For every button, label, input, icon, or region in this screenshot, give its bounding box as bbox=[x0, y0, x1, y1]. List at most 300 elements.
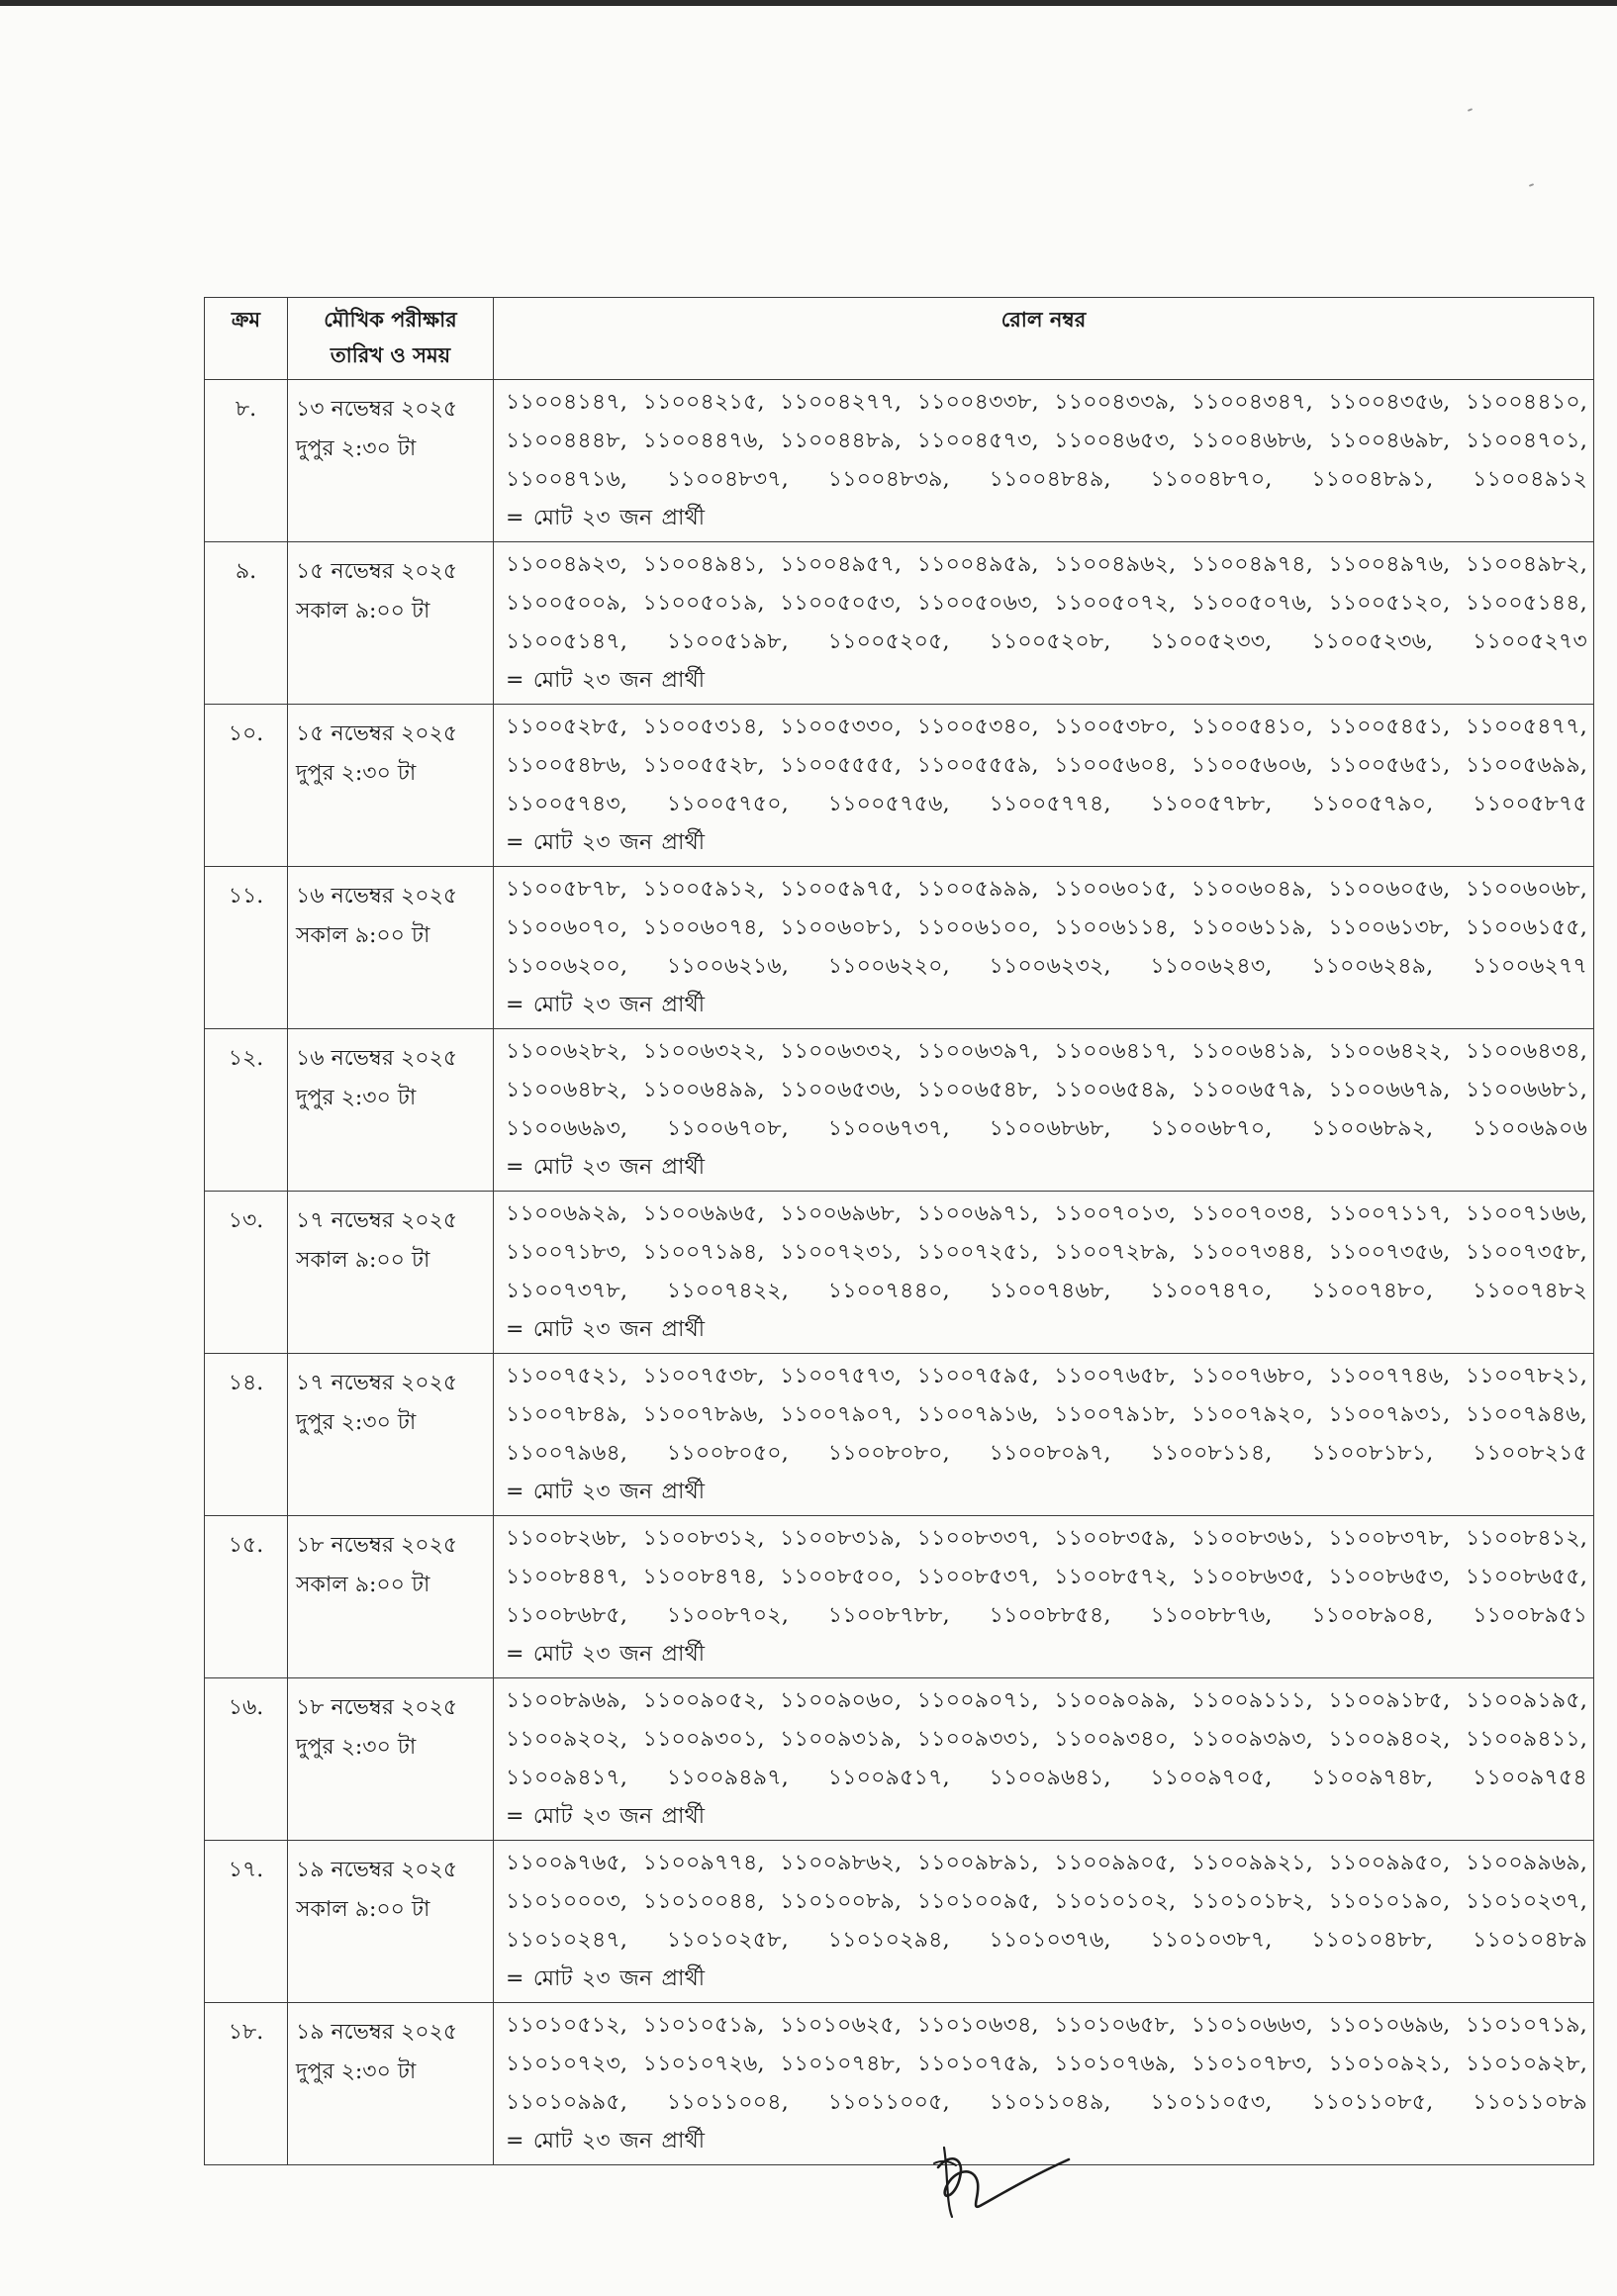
roll-number-list: ১১০০৬৯২৯, ১১০০৬৯৬৫, ১১০০৬৯৬৮, ১১০০৬৯৭১, ১১০০৭০১৩, ১১০০৭০৩৪, ১১০০৭১১৭, ১১০০৭১৬৬, ১১০০৭১৮৩, ১১০০৭১৯৪, ১১০০৭২৩১, ১১০০৭২৫১, ১১০০৭২৮৯, ১১০০৭৩৪৪, ১১০০৭৩৫৬, ১১০০৭৩৫৮, ১১০০৭৩৭৮, ১১০০৭৪২২, ১১০০৭৪৪০, ১১০০৭৪৬৮, ১১০০৭৪৭০, ১১০০৭৪৮০, ১১০০৭৪৮২ = মোট ২৩ জন প্রার্থী bbox=[506, 1201, 1588, 1342]
roll-number: ১১০০৭৩৪৪ bbox=[1190, 1240, 1306, 1265]
row-time: দুপুর ২:৩০ টা bbox=[296, 1410, 417, 1435]
roll-number: ১১০১০৪৮৯ bbox=[1473, 1928, 1587, 1953]
row-time: দুপুর ২:৩০ টা bbox=[296, 2059, 417, 2084]
roll-number: ১১০০৮৯০৪ bbox=[1311, 1603, 1427, 1628]
roll-number: ১১০০৮৫৩৭ bbox=[916, 1565, 1032, 1589]
roll-number: ১১০০৪৮৪৯ bbox=[989, 467, 1104, 492]
roll-number: ১১০০৭২৫১ bbox=[916, 1240, 1032, 1265]
roll-number: ১১০১১০০৫ bbox=[827, 2090, 943, 2115]
roll-number: ১১০০৭৪৮০ bbox=[1311, 1279, 1427, 1303]
row-datetime bbox=[288, 542, 494, 705]
roll-number: ১১০০৭৮৯৬ bbox=[642, 1402, 758, 1427]
roll-number: ১১০০৫৯৭৫ bbox=[780, 877, 895, 902]
table-row bbox=[205, 1841, 1594, 2003]
roll-number: ১১০১০৯৯৫ bbox=[506, 2090, 620, 2115]
roll-number: ১১০০৬৫৭৯ bbox=[1190, 1078, 1306, 1102]
roll-number: ১১০০৯৭৫৪ bbox=[1473, 1766, 1587, 1790]
roll-number: ১১০০৯৩৯৩ bbox=[1190, 1727, 1306, 1752]
roll-number: ১১০০৪২১৫ bbox=[642, 390, 758, 415]
roll-number: ১১০০৭৫২১ bbox=[506, 1364, 620, 1388]
roll-number: ১১০০৫৫২৮ bbox=[642, 753, 758, 778]
roll-number: ১১০১০৫১২ bbox=[506, 2013, 620, 2038]
roll-number: ১১০০৪৪১০ bbox=[1465, 390, 1580, 415]
row-datetime bbox=[288, 1029, 494, 1192]
roll-number: ১১০০৯৯২১ bbox=[1190, 1851, 1306, 1875]
roll-number: ১১০০৫৭৭৪ bbox=[989, 792, 1104, 816]
roll-number-list: ১১০০৪৯২৩, ১১০০৪৯৪১, ১১০০৪৯৫৭, ১১০০৪৯৫৯, ১১০০৪৯৬২, ১১০০৪৯৭৪, ১১০০৪৯৭৬, ১১০০৪৯৮২, ১১০০৫০০৯, ১১০০৫০১৯, ১১০০৫০৫৩, ১১০০৫০৬৩, ১১০০৫০৭২, ১১০০৫০৭৬, ১১০০৫১২০, ১১০০৫১৪৪, ১১০০৫১৪৭, ১১০০৫১৯৮, ১১০০৫২০৫, ১১০০৫২০৮, ১১০০৫২৩৩, ১১০০৫২৩৬, ১১০০৫২৭৩ = মোট ২৩ জন প্রার্থী bbox=[506, 552, 1588, 693]
row-time: সকাল ৯:০০ টা bbox=[296, 1897, 430, 1922]
roll-number: ১১০১১০৮৫ bbox=[1311, 2090, 1427, 2115]
roll-number: ১১০০৯১৮৫ bbox=[1328, 1688, 1444, 1713]
roll-number: ১১০০৯০৭১ bbox=[916, 1688, 1032, 1713]
roll-number: ১১০০৬৮৬৮ bbox=[989, 1116, 1104, 1141]
roll-number: ১১০০৬৫৩৬ bbox=[780, 1078, 896, 1102]
row-time: দুপুর ২:৩০ টা bbox=[296, 436, 417, 461]
row-total: = মোট ২৩ জন প্রার্থী bbox=[506, 1966, 706, 1991]
roll-number: ১১০০৮৫০০ bbox=[780, 1565, 896, 1589]
roll-number: ১১০০৬৬৭৯ bbox=[1328, 1078, 1444, 1102]
roll-number: ১১০০৫৬৫১ bbox=[1328, 753, 1444, 778]
roll-number: ১১০০৪৬৯৮ bbox=[1328, 429, 1444, 453]
roll-number: ১১০১০৭১৯ bbox=[1465, 2013, 1580, 2038]
roll-number: ১১০১০৭৪৮ bbox=[780, 2052, 896, 2076]
roll-number: ১১০০৯৯৫০ bbox=[1328, 1851, 1444, 1875]
roll-number: ১১০০৮৬৮৫ bbox=[506, 1603, 620, 1628]
table-row bbox=[205, 1192, 1594, 1354]
row-datetime bbox=[288, 2003, 494, 2165]
row-date: ১৩ নভেম্বর ২০২৫ bbox=[296, 397, 458, 422]
header-datetime-line1: মৌখিক পরীক্ষার bbox=[324, 307, 457, 332]
row-date: ১৮ নভেম্বর ২০২৫ bbox=[296, 1533, 458, 1558]
roll-number: ১১০০৮১১৪ bbox=[1150, 1441, 1266, 1466]
row-roll-numbers bbox=[494, 705, 1594, 867]
roll-number: ১১০০৫৪৭৭ bbox=[1465, 715, 1580, 739]
row-total: = মোট ২৩ জন প্রার্থী bbox=[506, 1804, 706, 1829]
roll-number: ১১০০৮১৮১ bbox=[1311, 1441, 1427, 1466]
roll-number: ১১০১০৬৬৩ bbox=[1190, 2013, 1306, 2038]
roll-number: ১১০০৪৮৩৯ bbox=[827, 467, 943, 492]
roll-number: ১১০০৭৪৪০ bbox=[827, 1279, 943, 1303]
roll-number: ১১০০৮৬৩৫ bbox=[1190, 1565, 1306, 1589]
roll-number: ১১০০৯০৬০ bbox=[780, 1688, 896, 1713]
row-roll-numbers bbox=[494, 1029, 1594, 1192]
roll-number: ১১০০৯৬৪১ bbox=[989, 1766, 1104, 1790]
roll-number: ১১০১০৭৮৩ bbox=[1190, 2052, 1306, 2076]
roll-number: ১১০১০১৮২ bbox=[1190, 1889, 1306, 1914]
roll-number: ১১০১০৭২৬ bbox=[642, 2052, 758, 2076]
roll-number: ১১০০৫৫৫৯ bbox=[916, 753, 1032, 778]
roll-number: ১১০০৭৪৬৮ bbox=[989, 1279, 1104, 1303]
roll-number: ১১০০৫৩৮০ bbox=[1054, 715, 1170, 739]
roll-number: ১১০০৪৮৩৭ bbox=[666, 467, 782, 492]
roll-number: ১১০০৯৪১৭ bbox=[506, 1766, 620, 1790]
roll-number: ১১০০৭২৩১ bbox=[780, 1240, 896, 1265]
roll-number: ১১০০৮৮৭৬ bbox=[1150, 1603, 1266, 1628]
roll-number: ১১০১০৩৭৬ bbox=[989, 1928, 1104, 1953]
row-serial: ১০. bbox=[205, 705, 288, 867]
roll-number: ১১০০৯৪৯৭ bbox=[666, 1766, 782, 1790]
roll-number: ১১০০৫২০৫ bbox=[827, 629, 943, 654]
roll-number-list: ১১০০৫২৮৫, ১১০০৫৩১৪, ১১০০৫৩৩০, ১১০০৫৩৪০, ১১০০৫৩৮০, ১১০০৫৪১০, ১১০০৫৪৫১, ১১০০৫৪৭৭, ১১০০৫৪৮৬, ১১০০৫৫২৮, ১১০০৫৫৫৫, ১১০০৫৫৫৯, ১১০০৫৬০৪, ১১০০৫৬০৬, ১১০০৫৬৫১, ১১০০৫৬৯৯, ১১০০৫৭৪৩, ১১০০৫৭৫০, ১১০০৫৭৫৬, ১১০০৫৭৭৪, ১১০০৫৭৮৮, ১১০০৫৭৯০, ১১০০৫৮৭৫ = মোট ২৩ জন প্রার্থী bbox=[506, 715, 1588, 855]
roll-number: ১১০০৮৩৭৮ bbox=[1328, 1526, 1444, 1551]
roll-number: ১১০০৮৩৩৭ bbox=[916, 1526, 1032, 1551]
table-row bbox=[205, 867, 1594, 1029]
roll-number: ১১০০৪৯৮২ bbox=[1465, 552, 1580, 577]
roll-number: ১১০০৬২৭৭ bbox=[1473, 954, 1588, 979]
roll-number: ১১০১০০৯৫ bbox=[916, 1889, 1032, 1914]
roll-number: ১১০০৫৪১০ bbox=[1190, 715, 1306, 739]
roll-number: ১১০০৬০৭৪ bbox=[642, 915, 758, 940]
roll-number: ১১০০৬২৮২ bbox=[506, 1039, 620, 1064]
roll-number: ১১০০৭৩৭৮ bbox=[506, 1279, 620, 1303]
row-time: সকাল ৯:০০ টা bbox=[296, 599, 430, 623]
row-serial: ১৪. bbox=[205, 1354, 288, 1516]
row-datetime bbox=[288, 1516, 494, 1678]
table-row bbox=[205, 1516, 1594, 1678]
roll-number: ১১০০৭৪২২ bbox=[666, 1279, 782, 1303]
roll-number: ১১০১০৬৯৬ bbox=[1328, 2013, 1444, 2038]
roll-number: ১১০০৬০৮১ bbox=[780, 915, 896, 940]
roll-number: ১১০০৯৪০২ bbox=[1328, 1727, 1444, 1752]
row-time: সকাল ৯:০০ টা bbox=[296, 923, 430, 948]
row-total: = মোট ২৩ জন প্রার্থী bbox=[506, 1642, 706, 1667]
roll-number: ১১০০৫৭৫০ bbox=[666, 792, 782, 816]
roll-number-list: ১১০০৯৭৬৫, ১১০০৯৭৭৪, ১১০০৯৮৬২, ১১০০৯৮৯১, ১১০০৯৯০৫, ১১০০৯৯২১, ১১০০৯৯৫০, ১১০০৯৯৬৯, ১১০১০০০৩, ১১০১০০৪৪, ১১০১০০৮৯, ১১০১০০৯৫, ১১০১০১০২, ১১০১০১৮২, ১১০১০১৯০, ১১০১০২৩৭, ১১০১০২৪৭, ১১০১০২৫৮, ১১০১০২৯৪, ১১০১০৩৭৬, ১১০১০৩৮৭, ১১০১০৪৮৮, ১১০১০৪৮৯ = মোট ২৩ জন প্রার্থী bbox=[506, 1851, 1588, 1991]
roll-number: ১১০১০৯২১ bbox=[1328, 2052, 1444, 2076]
roll-number: ১১০০৯৩৩১ bbox=[916, 1727, 1032, 1752]
roll-number: ১১০০৫০৭৬ bbox=[1190, 591, 1306, 616]
table-row bbox=[205, 1029, 1594, 1192]
roll-number: ১১০০৯৯০৫ bbox=[1054, 1851, 1170, 1875]
scan-speck bbox=[1468, 108, 1473, 112]
roll-number: ১১০০৪৯৭৬ bbox=[1328, 552, 1444, 577]
roll-number: ১১০০৭৫৩৮ bbox=[642, 1364, 758, 1388]
table-row bbox=[205, 542, 1594, 705]
roll-number: ১১০০৪৩৩৮ bbox=[916, 390, 1032, 415]
roll-number: ১১০০৬৩২২ bbox=[642, 1039, 758, 1064]
roll-number: ১১০০৬৮৯২ bbox=[1311, 1116, 1427, 1141]
scan-speck bbox=[1529, 183, 1534, 187]
roll-number-list: ১১০০৭৫২১, ১১০০৭৫৩৮, ১১০০৭৫৭৩, ১১০০৭৫৯৫, ১১০০৭৬৫৮, ১১০০৭৬৮০, ১১০০৭৭৪৬, ১১০০৭৮২১, ১১০০৭৮৪৯, ১১০০৭৮৯৬, ১১০০৭৯০৭, ১১০০৭৯১৬, ১১০০৭৯১৮, ১১০০৭৯২০, ১১০০৭৯৩১, ১১০০৭৯৪৬, ১১০০৭৯৬৪, ১১০০৮০৫০, ১১০০৮০৮০, ১১০০৮০৯৭, ১১০০৮১১৪, ১১০০৮১৮১, ১১০০৮২১৫ = মোট ২৩ জন প্রার্থী bbox=[506, 1364, 1588, 1504]
roll-number-list: ১১০০৫৮৭৮, ১১০০৫৯১২, ১১০০৫৯৭৫, ১১০০৫৯৯৯, ১১০০৬০১৫, ১১০০৬০৪৯, ১১০০৬০৫৬, ১১০০৬০৬৮, ১১০০৬০৭০, ১১০০৬০৭৪, ১১০০৬০৮১, ১১০০৬১০০, ১১০০৬১১৪, ১১০০৬১১৯, ১১০০৬১৩৮, ১১০০৬১৫৫, ১১০০৬২০০, ১১০০৬২১৬, ১১০০৬২২০, ১১০০৬২৩২, ১১০০৬২৪৩, ১১০০৬২৪৯, ১১০০৬২৭৭ = মোট ২৩ জন প্রার্থী bbox=[506, 877, 1588, 1017]
roll-number: ১১০০৫৫৫৫ bbox=[780, 753, 895, 778]
row-date: ১৫ নভেম্বর ২০২৫ bbox=[296, 721, 458, 746]
row-roll-numbers bbox=[494, 380, 1594, 542]
roll-number: ১১০০৪৯২৩ bbox=[506, 552, 620, 577]
roll-number: ১১০০৬৩৯৭ bbox=[916, 1039, 1032, 1064]
roll-number: ১১০০৬৫৪৯ bbox=[1054, 1078, 1170, 1102]
roll-number: ১১০০৮২৬৮ bbox=[506, 1526, 620, 1551]
roll-number: ১১০০৮৩১২ bbox=[642, 1526, 758, 1551]
row-roll-numbers bbox=[494, 1192, 1594, 1354]
roll-number: ১১০০৮৬৫৫ bbox=[1465, 1565, 1580, 1589]
roll-number: ১১০০৫৩৩০ bbox=[780, 715, 896, 739]
roll-number: ১১০০৪৪৪৮ bbox=[506, 429, 620, 453]
roll-number: ১১০০৯৭০৫ bbox=[1150, 1766, 1266, 1790]
roll-number: ১১০০৫৪৫১ bbox=[1328, 715, 1444, 739]
roll-number: ১১০০৫১৪৪ bbox=[1465, 591, 1580, 616]
roll-number: ১১০০৮০৯৭ bbox=[989, 1441, 1104, 1466]
row-date: ১৯ নভেম্বর ২০২৫ bbox=[296, 2020, 458, 2045]
roll-number: ১১০০৬২৪৩ bbox=[1150, 954, 1266, 979]
roll-number: ১১০০৬১১৯ bbox=[1190, 915, 1306, 940]
roll-number: ১১০০৬২৩২ bbox=[989, 954, 1104, 979]
row-time: দুপুর ২:৩০ টা bbox=[296, 1735, 417, 1760]
roll-number: ১১০০৯৮৯১ bbox=[916, 1851, 1032, 1875]
roll-number: ১১০০৭৩৫৬ bbox=[1328, 1240, 1444, 1265]
roll-number: ১১০০৫৪৮৬ bbox=[506, 753, 620, 778]
header-rolls: রোল নম্বর bbox=[494, 298, 1594, 380]
roll-number: ১১০০৪৩৩৯ bbox=[1054, 390, 1170, 415]
roll-number: ১১০০৭১১৭ bbox=[1328, 1201, 1444, 1226]
roll-number: ১১০০৬২৪৯ bbox=[1311, 954, 1427, 979]
roll-number: ১১০০৭৪৭০ bbox=[1150, 1279, 1266, 1303]
roll-number: ১১০০৫০১৯ bbox=[642, 591, 758, 616]
row-roll-numbers bbox=[494, 867, 1594, 1029]
roll-number: ১১০০৯৯৬৯ bbox=[1465, 1851, 1580, 1875]
roll-number: ১১০০৪৯৫৯ bbox=[916, 552, 1032, 577]
row-datetime bbox=[288, 1192, 494, 1354]
header-serial: ক্রম bbox=[205, 298, 288, 380]
roll-number: ১১০০৮৭৮৮ bbox=[827, 1603, 943, 1628]
roll-number: ১১০১০২৪৭ bbox=[506, 1928, 620, 1953]
roll-number: ১১০০৬২২০ bbox=[827, 954, 943, 979]
row-date: ১৭ নভেম্বর ২০২৫ bbox=[296, 1371, 458, 1395]
roll-number: ১১০০৬০৪৯ bbox=[1190, 877, 1306, 902]
roll-number: ১১০০৬০৫৬ bbox=[1328, 877, 1444, 902]
roll-number: ১১০০৭৬৫৮ bbox=[1054, 1364, 1170, 1388]
roll-number: ১১০০৬১৩৮ bbox=[1328, 915, 1444, 940]
row-time: দুপুর ২:৩০ টা bbox=[296, 1086, 417, 1110]
row-date: ১৭ নভেম্বর ২০২৫ bbox=[296, 1208, 458, 1233]
row-total: = মোট ২৩ জন প্রার্থী bbox=[506, 668, 706, 693]
roll-number: ১১০১০২৯৪ bbox=[827, 1928, 943, 1953]
roll-number: ১১০০৭৮৪৯ bbox=[506, 1402, 620, 1427]
roll-number: ১১০০৬৮৭০ bbox=[1150, 1116, 1266, 1141]
roll-number: ১১০০৯৭৬৫ bbox=[506, 1851, 620, 1875]
roll-number: ১১০০৪৪৭৬ bbox=[642, 429, 758, 453]
roll-number-list: ১১০০৪১৪৭, ১১০০৪২১৫, ১১০০৪২৭৭, ১১০০৪৩৩৮, ১১০০৪৩৩৯, ১১০০৪৩৪৭, ১১০০৪৩৫৬, ১১০০৪৪১০, ১১০০৪৪৪৮, ১১০০৪৪৭৬, ১১০০৪৪৮৯, ১১০০৪৫৭৩, ১১০০৪৬৫৩, ১১০০৪৬৮৬, ১১০০৪৬৯৮, ১১০০৪৭০১, ১১০০৪৭১৬, ১১০০৪৮৩৭, ১১০০৪৮৩৯, ১১০০৪৮৪৯, ১১০০৪৮৭০, ১১০০৪৮৯১, ১১০০৪৯১২ = মোট ২৩ জন প্রার্থী bbox=[506, 390, 1588, 530]
roll-number: ১১০০৬০১৫ bbox=[1054, 877, 1170, 902]
roll-number: ১১০০৬৭০৮ bbox=[666, 1116, 782, 1141]
roll-number: ১১০০৮৬৫৩ bbox=[1328, 1565, 1444, 1589]
roll-number: ১১০০৮০৮০ bbox=[827, 1441, 943, 1466]
roll-number: ১১০১০৬৫৮ bbox=[1054, 2013, 1170, 2038]
table-row bbox=[205, 1354, 1594, 1516]
roll-number: ১১০০৯৮৬২ bbox=[780, 1851, 896, 1875]
roll-number: ১১০০৬৯৬৮ bbox=[780, 1201, 896, 1226]
roll-number: ১১০০৬০৬৮ bbox=[1465, 877, 1580, 902]
row-roll-numbers bbox=[494, 1841, 1594, 2003]
roll-number: ১১০০৭৭৪৬ bbox=[1328, 1364, 1444, 1388]
roll-number: ১১০০৪৭০১ bbox=[1465, 429, 1580, 453]
roll-number: ১১০১০০৪৪ bbox=[642, 1889, 758, 1914]
roll-number: ১১০০৮৩৬১ bbox=[1190, 1526, 1306, 1551]
roll-number: ১১০১০৫১৯ bbox=[642, 2013, 758, 2038]
table-header-row bbox=[205, 298, 1594, 380]
row-datetime bbox=[288, 1678, 494, 1841]
roll-number: ১১০০৫০৫৩ bbox=[780, 591, 895, 616]
roll-number: ১১০১০১৯০ bbox=[1328, 1889, 1444, 1914]
roll-number: ১১০১১০০৪ bbox=[666, 2090, 782, 2115]
roll-number: ১১০০৬৪৯৯ bbox=[642, 1078, 758, 1102]
roll-number: ১১০০৪৪৮৯ bbox=[780, 429, 895, 453]
roll-number: ১১০০৭৯৪৬ bbox=[1465, 1402, 1580, 1427]
roll-number: ১১০০৯০৯৯ bbox=[1054, 1688, 1170, 1713]
row-date: ১৬ নভেম্বর ২০২৫ bbox=[296, 1046, 458, 1071]
roll-number: ১১০০৬১১৪ bbox=[1054, 915, 1170, 940]
roll-number: ১১০০৪৮৭০ bbox=[1150, 467, 1266, 492]
roll-number: ১১০০৪৬৮৬ bbox=[1190, 429, 1306, 453]
roll-number: ১১০০৮০৫০ bbox=[666, 1441, 782, 1466]
roll-number: ১১০১০৬৩৪ bbox=[916, 2013, 1032, 2038]
roll-number: ১১০০৪২৭৭ bbox=[780, 390, 896, 415]
row-date: ১৫ নভেম্বর ২০২৫ bbox=[296, 559, 458, 584]
roll-number: ১১০০৬৭৩৭ bbox=[827, 1116, 943, 1141]
row-total: = মোট ২৩ জন প্রার্থী bbox=[506, 1155, 706, 1180]
roll-number: ১১০০৭৯৩১ bbox=[1328, 1402, 1444, 1427]
roll-number: ১১০০৫২৩৬ bbox=[1311, 629, 1427, 654]
row-total: = মোট ২৩ জন প্রার্থী bbox=[506, 1480, 706, 1504]
roll-number: ১১০০৭৪৮২ bbox=[1473, 1279, 1587, 1303]
roll-number: ১১০০৮৪৭৪ bbox=[642, 1565, 758, 1589]
roll-number: ১১০০৫০৭২ bbox=[1054, 591, 1170, 616]
roll-number-list: ১১০০৮৯৬৯, ১১০০৯০৫২, ১১০০৯০৬০, ১১০০৯০৭১, ১১০০৯০৯৯, ১১০০৯১১১, ১১০০৯১৮৫, ১১০০৯১৯৫, ১১০০৯২০২, ১১০০৯৩০১, ১১০০৯৩১৯, ১১০০৯৩৩১, ১১০০৯৩৪০, ১১০০৯৩৯৩, ১১০০৯৪০২, ১১০০৯৪১১, ১১০০৯৪১৭, ১১০০৯৪৯৭, ১১০০৯৫১৭, ১১০০৯৬৪১, ১১০০৯৭০৫, ১১০০৯৭৪৮, ১১০০৯৭৫৪ = মোট ২৩ জন প্রার্থী bbox=[506, 1688, 1588, 1829]
roll-number: ১১০০৭৫৯৫ bbox=[916, 1364, 1032, 1388]
roll-number: ১১০০৯৩০১ bbox=[642, 1727, 758, 1752]
header-datetime bbox=[288, 298, 494, 380]
roll-number: ১১০০৫৩১৪ bbox=[642, 715, 758, 739]
roll-number: ১১০১১০৪৯ bbox=[989, 2090, 1104, 2115]
roll-number: ১১০০৫৬০৪ bbox=[1054, 753, 1170, 778]
roll-number: ১১০০৯৫১৭ bbox=[827, 1766, 943, 1790]
roll-number: ১১০০৬০৭০ bbox=[506, 915, 620, 940]
roll-number: ১১০১০৪৮৮ bbox=[1311, 1928, 1427, 1953]
row-datetime bbox=[288, 380, 494, 542]
roll-number: ১১০০৪৩৪৭ bbox=[1190, 390, 1306, 415]
roll-number: ১১০০৬২১৬ bbox=[666, 954, 782, 979]
roll-number: ১১০০৬৬৮১ bbox=[1465, 1078, 1580, 1102]
roll-number: ১১০০৪৯৪১ bbox=[642, 552, 758, 577]
roll-number: ১১০০৭০১৩ bbox=[1054, 1201, 1170, 1226]
scan-top-edge bbox=[0, 0, 1617, 6]
roll-number: ১১০০৮৩৫৯ bbox=[1054, 1526, 1170, 1551]
roll-number: ১১০০৫০০৯ bbox=[506, 591, 620, 616]
roll-number: ১১০০৭৯১৬ bbox=[916, 1402, 1032, 1427]
roll-number: ১১০০৪৩৫৬ bbox=[1328, 390, 1444, 415]
roll-number: ১১০০৪১৪৭ bbox=[506, 390, 620, 415]
roll-number: ১১০০৭১৮৩ bbox=[506, 1240, 620, 1265]
roll-number: ১১০১০৬২৫ bbox=[780, 2013, 895, 2038]
roll-number: ১১০০৮৭০২ bbox=[666, 1603, 782, 1628]
table-body bbox=[205, 380, 1594, 2165]
roll-number: ১১০০৪৯৫৭ bbox=[780, 552, 896, 577]
roll-number: ১১০০৪৫৭৩ bbox=[916, 429, 1032, 453]
row-serial: ১৭. bbox=[205, 1841, 288, 2003]
roll-number: ১১০০৫৯৯৯ bbox=[916, 877, 1032, 902]
roll-number: ১১০০৭৯০৭ bbox=[780, 1402, 896, 1427]
roll-number: ১১০০৬১০০ bbox=[916, 915, 1032, 940]
roll-number: ১১০১০৭৫৯ bbox=[916, 2052, 1032, 2076]
row-date: ১৮ নভেম্বর ২০২৫ bbox=[296, 1695, 458, 1720]
roll-number: ১১০০৬৪১৯ bbox=[1190, 1039, 1306, 1064]
row-datetime bbox=[288, 705, 494, 867]
row-serial: ১৫. bbox=[205, 1516, 288, 1678]
viva-schedule-table bbox=[204, 297, 1594, 2165]
roll-number: ১১০০৭৯২০ bbox=[1190, 1402, 1306, 1427]
roll-number: ১১০০৬৯৭১ bbox=[916, 1201, 1032, 1226]
roll-number: ১১০০৬২০০ bbox=[506, 954, 620, 979]
roll-number: ১১০১১০৫৩ bbox=[1150, 2090, 1266, 2115]
roll-number: ১১০০৫২৭৩ bbox=[1473, 629, 1588, 654]
row-serial: ১২. bbox=[205, 1029, 288, 1192]
roll-number: ১১০০৬৯৬৫ bbox=[642, 1201, 758, 1226]
roll-number: ১১০০৯৪১১ bbox=[1465, 1727, 1580, 1752]
roll-number: ১১০০৭৯১৮ bbox=[1054, 1402, 1170, 1427]
roll-number: ১১০০৬৩৩২ bbox=[780, 1039, 896, 1064]
row-date: ১৯ নভেম্বর ২০২৫ bbox=[296, 1858, 458, 1882]
roll-number: ১১০০৫৬০৬ bbox=[1190, 753, 1306, 778]
roll-number: ১১০০৬৪১৭ bbox=[1054, 1039, 1170, 1064]
roll-number: ১১০১০৭২৩ bbox=[506, 2052, 620, 2076]
roll-number: ১১০০৫১৪৭ bbox=[506, 629, 620, 654]
roll-number: ১১০০৯৩৪০ bbox=[1054, 1727, 1170, 1752]
row-total: = মোট ২৩ জন প্রার্থী bbox=[506, 830, 706, 855]
row-serial: ১৩. bbox=[205, 1192, 288, 1354]
roll-number: ১১০০৪৭১৬ bbox=[506, 467, 620, 492]
row-roll-numbers bbox=[494, 1678, 1594, 1841]
roll-number: ১১০০৬৯২৯ bbox=[506, 1201, 620, 1226]
row-roll-numbers bbox=[494, 1516, 1594, 1678]
row-datetime bbox=[288, 1841, 494, 2003]
roll-number: ১১০০৬৫৪৮ bbox=[916, 1078, 1032, 1102]
roll-number: ১১০০৫৮৭৮ bbox=[506, 877, 620, 902]
table-row bbox=[205, 2003, 1594, 2165]
row-datetime bbox=[288, 1354, 494, 1516]
roll-number: ১১০০৪৯৬২ bbox=[1054, 552, 1170, 577]
roll-number: ১১০০৫২৮৫ bbox=[506, 715, 620, 739]
roll-number: ১১০০৮৮৫৪ bbox=[989, 1603, 1104, 1628]
roll-number: ১১০০৪৬৫৩ bbox=[1054, 429, 1170, 453]
row-time: দুপুর ২:৩০ টা bbox=[296, 761, 417, 786]
roll-number: ১১০০৭৫৭৩ bbox=[780, 1364, 896, 1388]
roll-number: ১১০০৬৪৩৪ bbox=[1465, 1039, 1580, 1064]
row-roll-numbers bbox=[494, 542, 1594, 705]
roll-number: ১১০১০২৩৭ bbox=[1465, 1889, 1580, 1914]
roll-number: ১১০০৫৩৪০ bbox=[916, 715, 1032, 739]
roll-number: ১১০০৫৯১২ bbox=[642, 877, 758, 902]
roll-number: ১১০০৯২০২ bbox=[506, 1727, 620, 1752]
roll-number: ১১০০৭৬৮০ bbox=[1190, 1364, 1306, 1388]
row-time: সকাল ৯:০০ টা bbox=[296, 1573, 430, 1597]
roll-number-list: ১১০০৬২৮২, ১১০০৬৩২২, ১১০০৬৩৩২, ১১০০৬৩৯৭, ১১০০৬৪১৭, ১১০০৬৪১৯, ১১০০৬৪২২, ১১০০৬৪৩৪, ১১০০৬৪৮২, ১১০০৬৪৯৯, ১১০০৬৫৩৬, ১১০০৬৫৪৮, ১১০০৬৫৪৯, ১১০০৬৫৭৯, ১১০০৬৬৭৯, ১১০০৬৬৮১, ১১০০৬৬৯৩, ১১০০৬৭০৮, ১১০০৬৭৩৭, ১১০০৬৮৬৮, ১১০০৬৮৭০, ১১০০৬৮৯২, ১১০০৬৯০৬ = মোট ২৩ জন প্রার্থী bbox=[506, 1039, 1588, 1180]
row-roll-numbers bbox=[494, 1354, 1594, 1516]
roll-number: ১১০০৯৭৭৪ bbox=[642, 1851, 758, 1875]
roll-number: ১১০০৮৯৫১ bbox=[1473, 1603, 1588, 1628]
roll-number: ১১০০৫৭৫৬ bbox=[827, 792, 943, 816]
row-serial: ১৬. bbox=[205, 1678, 288, 1841]
roll-number: ১১০০৬৯০৬ bbox=[1473, 1116, 1587, 1141]
roll-number: ১১০০৯৩১৯ bbox=[780, 1727, 896, 1752]
roll-number: ১১০০৫১২০ bbox=[1328, 591, 1444, 616]
roll-number: ১১০০৪৯৭৪ bbox=[1190, 552, 1306, 577]
roll-number: ১১০০৫৬৯৯ bbox=[1465, 753, 1580, 778]
roll-number: ১১০১০৯২৮ bbox=[1465, 2052, 1580, 2076]
roll-number: ১১০০৯১১১ bbox=[1190, 1688, 1306, 1713]
roll-number: ১১০০৭১৬৬ bbox=[1465, 1201, 1580, 1226]
roll-number: ১১০০৬১৫৫ bbox=[1465, 915, 1580, 940]
roll-number: ১১০০৭৩৫৮ bbox=[1465, 1240, 1580, 1265]
